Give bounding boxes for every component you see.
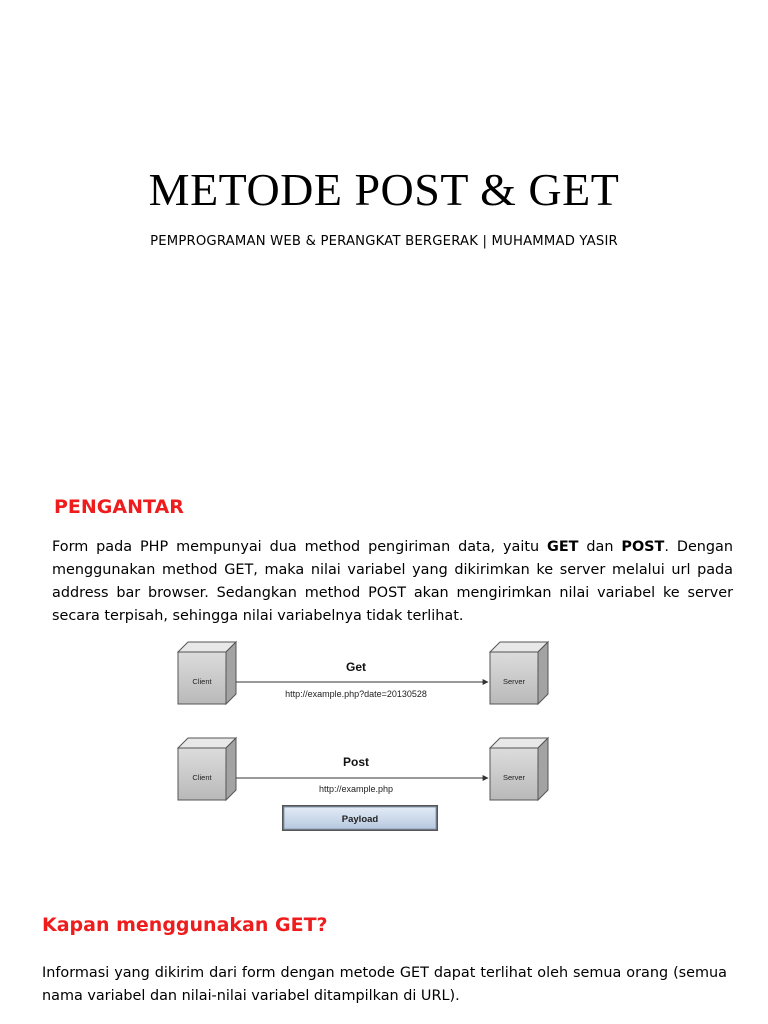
- slide-subtitle: PEMPROGRAMAN WEB & PERANGKAT BERGERAK | MUHAMMAD YASIR: [150, 234, 618, 249]
- pengantar-paragraph: [52, 536, 733, 628]
- get-method-label: Get: [345, 660, 367, 674]
- post-server-box: [490, 738, 548, 800]
- payload-label: Payload: [341, 814, 379, 825]
- section-heading-kapan-get: Kapan menggunakan GET?: [42, 914, 328, 936]
- title-slide: [0, 0, 768, 462]
- post-server-label: Server: [502, 773, 526, 782]
- post-url-label: http://example.php: [318, 784, 394, 794]
- content-slide: [0, 462, 768, 1024]
- pengantar-text-1: Form pada PHP mempunyai dua method pengiriman data, yaitu: [52, 539, 548, 555]
- get-client-box: [178, 642, 236, 704]
- pengantar-text-2: dan: [578, 539, 622, 555]
- post-row: [178, 738, 548, 831]
- section-heading-pengantar: PENGANTAR: [54, 496, 184, 518]
- payload-box: [282, 805, 438, 831]
- get-client-label: Client: [192, 677, 212, 686]
- post-client-label: Client: [192, 773, 212, 782]
- get-url-label: http://example.php?date=20130528: [285, 689, 427, 699]
- post-client-box: [178, 738, 236, 800]
- get-server-label: Server: [502, 677, 526, 686]
- slide-title: METODE POST & GET: [148, 164, 620, 215]
- pengantar-bold-get: GET: [547, 539, 579, 555]
- pengantar-text-3: . Dengan menggunakan method GET, maka nilai variabel yang dikirimkan ke server melalui url pada address bar browser. Sedangkan method POST akan mengirimkan nilai variabel ke server secara terpisah, sehingga nilai variabelnya tidak terlihat.: [52, 539, 733, 624]
- get-server-box: [490, 642, 548, 704]
- get-row: [178, 642, 548, 704]
- pengantar-bold-post: POST: [621, 539, 665, 555]
- kapan-get-paragraph: Informasi yang dikirim dari form dengan metode GET dapat terlihat oleh semua orang (semua nama variabel dan nilai-nilai variabel ditampilkan di URL).: [42, 965, 727, 1004]
- post-method-label: Post: [342, 755, 370, 769]
- get-post-diagram: [168, 638, 558, 834]
